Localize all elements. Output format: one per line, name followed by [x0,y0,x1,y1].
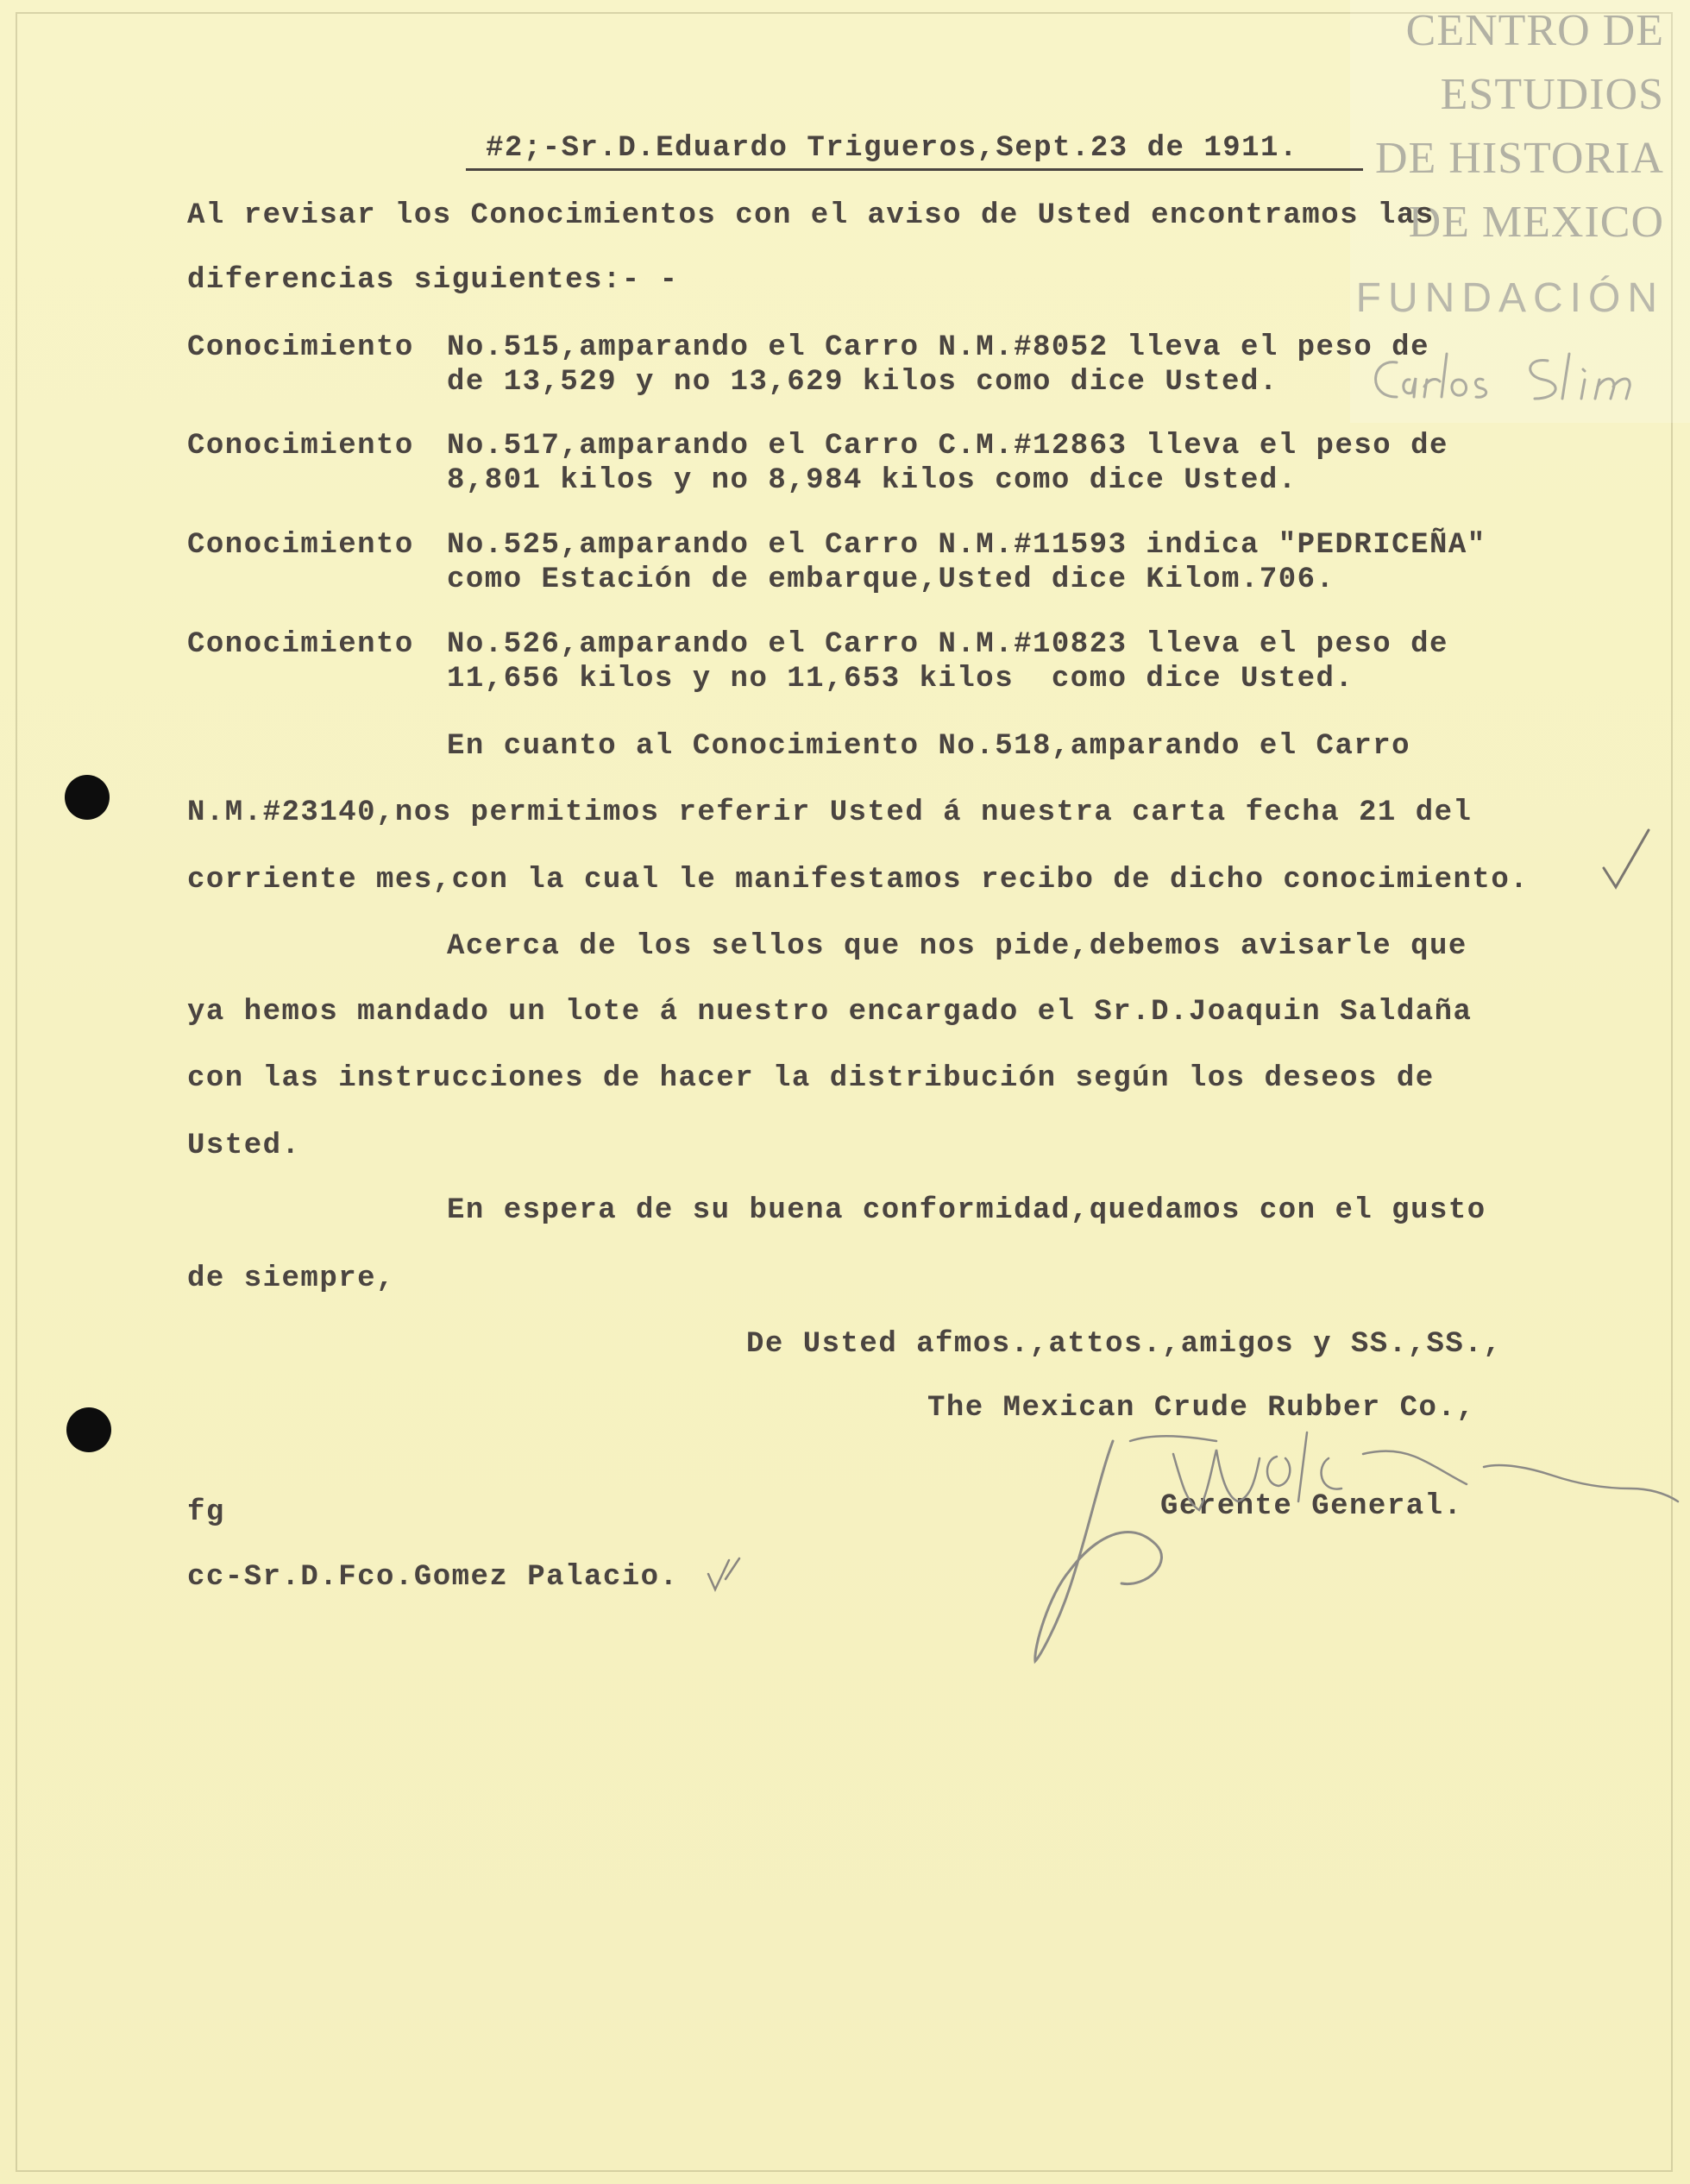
company-name: The Mexican Crude Rubber Co., [927,1392,1476,1425]
watermark-line-3: DE HISTORIA [1374,134,1664,183]
item-2-line-2: 8,801 kilos y no 8,984 kilos como dice Usted. [447,464,1297,497]
item-4-line-1: No.526,amparando el Carro N.M.#10823 lleva el peso de [447,628,1448,661]
item-1-line-2: de 13,529 y no 13,629 kilos como dice Usted. [447,366,1278,399]
intro-line-1: Al revisar los Conocimientos con el aviso de Usted encontramos las [187,199,1435,232]
item-1-label: Conocimiento [187,331,414,364]
punch-hole-top [65,775,110,820]
header-underline [466,168,1363,171]
watermark-fundacion: FUNDACIÓN [1355,275,1664,321]
punch-hole-bottom [66,1407,111,1452]
handwritten-signature [1001,1415,1682,1674]
para-3-line-1: En espera de su buena conformidad,quedamos con el gusto [447,1194,1486,1227]
item-3-line-2: como Estación de embarque,Usted dice Kilom.706. [447,563,1335,596]
para-2-line-2: ya hemos mandado un lote á nuestro encargado el Sr.D.Joaquin Saldaña [187,996,1473,1029]
para-1-line-1: En cuanto al Conocimiento No.518,amparando el Carro [447,730,1411,763]
cc-check-mark-icon [703,1553,744,1595]
check-mark-icon [1600,827,1652,892]
item-1-line-1: No.515,amparando el Carro N.M.#8052 lleva el peso de [447,331,1429,364]
closing-salutation: De Usted afmos.,attos.,amigos y SS.,SS., [746,1328,1503,1361]
watermark-line-1: CENTRO DE [1405,6,1664,55]
item-4-line-2: 11,656 kilos y no 11,653 kilos como dice Usted. [447,663,1354,695]
item-2-line-1: No.517,amparando el Carro C.M.#12863 lleva el peso de [447,430,1448,463]
para-1-line-3: corriente mes,con la cual le manifestamos recibo de dicho conocimiento. [187,864,1530,897]
letter-header: #2;-Sr.D.Eduardo Trigueros,Sept.23 de 1911. [486,132,1298,165]
para-3-line-2: de siempre, [187,1262,395,1295]
intro-line-2: diferencias siguientes:- - [187,264,679,297]
para-2-line-3: con las instrucciones de hacer la distribución según los deseos de [187,1062,1435,1095]
item-3-line-1: No.525,amparando el Carro N.M.#11593 indica "PEDRICEÑA" [447,529,1486,562]
para-2-line-1: Acerca de los sellos que nos pide,debemos avisarle que [447,930,1467,963]
item-3-label: Conocimiento [187,529,414,562]
watermark-line-2: ESTUDIOS [1440,70,1664,119]
item-2-label: Conocimiento [187,430,414,463]
para-1-line-2: N.M.#23140,nos permitimos referir Usted á nuestra carta fecha 21 del [187,796,1473,829]
cc-line: cc-Sr.D.Fco.Gomez Palacio. [187,1561,679,1594]
watermark-line-4: DE MEXICO [1408,198,1664,247]
item-4-label: Conocimiento [187,628,414,661]
para-2-line-4: Usted. [187,1130,301,1162]
typist-initials: fg [187,1496,225,1529]
signer-title: Gerente General. [1160,1490,1463,1523]
